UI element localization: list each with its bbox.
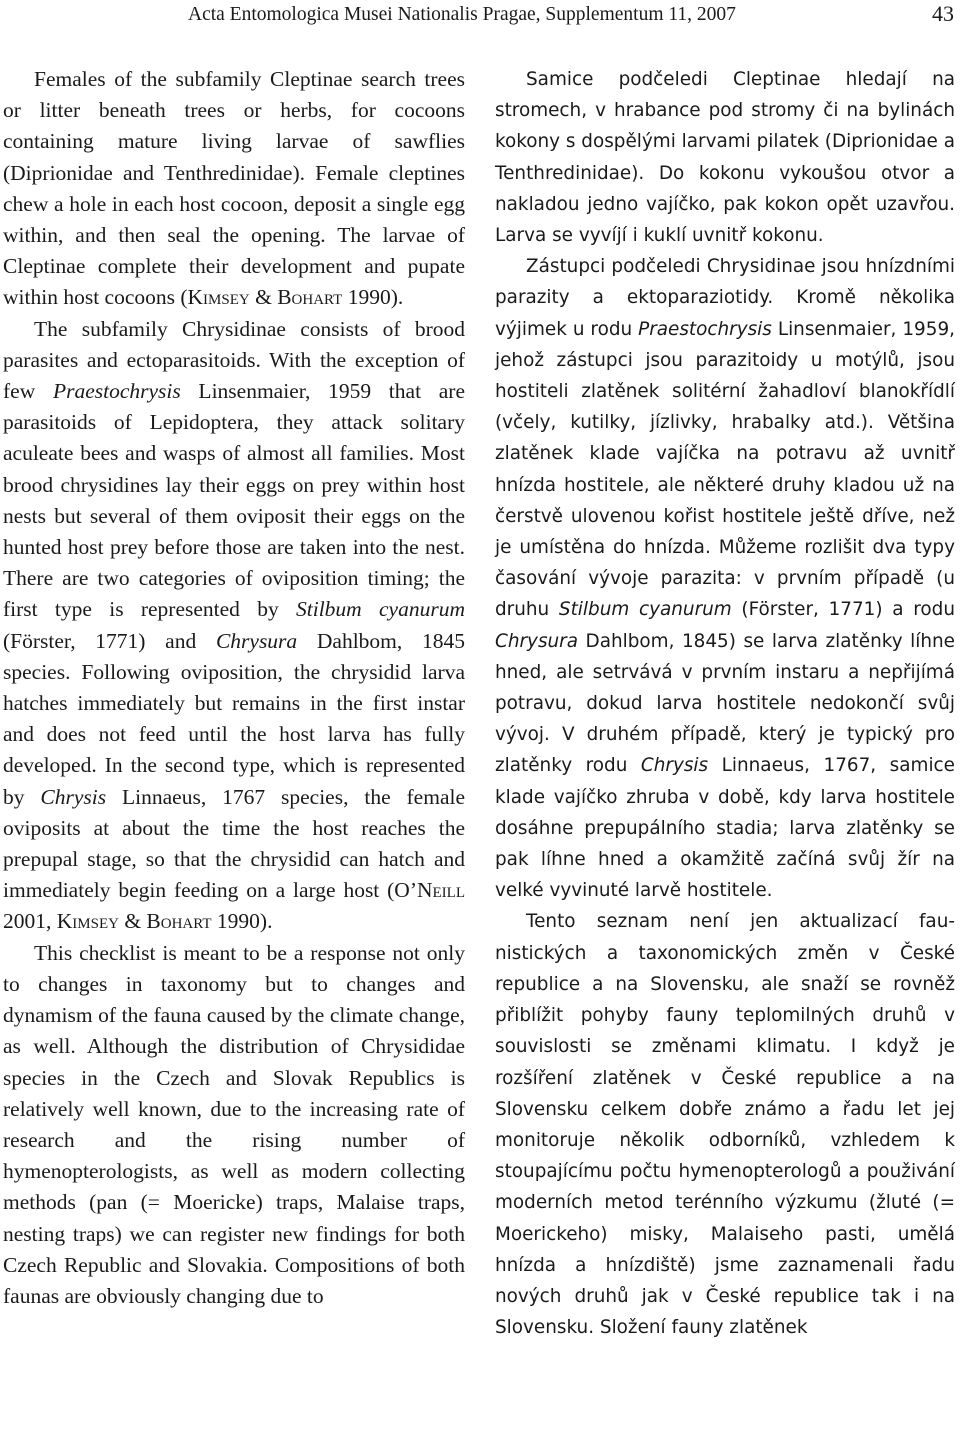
text-run: Dahlbom, 1845 species. Following oviposition, the chrysidid larva hatches immediately but remains in the first instar and does not feed until the host larva has fully developed. In the second type, which is represented by <box>3 628 465 809</box>
author-citation: Kimsey & Bohart <box>56 909 212 934</box>
text-run: Linnaeus, 1767 species, the female oviposits at about the time the host reaches the prepupal stage, so that the chrysidid can hatch and immediately begin feeding on a large host ( <box>3 784 465 903</box>
taxon-name: Chrysura <box>215 628 298 653</box>
journal-title: Acta Entomologica Musei Nationalis Pragae, Supplementum 11, 2007 <box>188 4 736 25</box>
taxon-name: Chrysura <box>495 630 579 652</box>
text-run: Linsenmaier, 1959 that are parasitoids of Lepidoptera, they attack solitary aculeate bees and wasps of almost all families. Most brood chrysidines lay their eggs on prey within host nests but several of them oviposit their eggs on the hunted host prey before those are taken into the nest. There are two categories of oviposition timing; the first type is represented by <box>3 379 465 622</box>
czech-paragraph-chrysidinae <box>495 251 955 906</box>
taxon-name: Praestochrysis <box>52 379 181 404</box>
english-paragraph-checklist: This checklist is meant to be a response not only to changes in taxonomy but to changes and dynamism of the fauna caused by the climate change, as well. Although the distribution of Chrysididae species in the Czech and Slovak Republics is relatively well known, due to the increasing rate of research and the rising number of hymenopterologists, as well as modern collecting methods (pan (= Moericke) traps, Malaise traps, nesting traps) we can register new findings for both Czech Republic and Slovakia. Compositions of both faunas are obviously changing due to <box>3 940 465 1308</box>
czech-paragraph-cleptinae: Samice podčeledi Cleptinae hledají na stromech, v hrabance pod stromy či na bylinách kokony s dospělými larvami pilatek (Diprionidae a Tenthredinidae). Do kokonu vykoušou otvor a nakladou jedno vajíčko, pak kokon opět uzavřou. Larva se vyvíjí i kuklí uvnitř kokonu. <box>495 69 955 247</box>
text-run: 1990). <box>211 909 273 934</box>
page-number: 43 <box>932 1 954 26</box>
english-column <box>3 64 465 1312</box>
text-run: Zástupci podčeledi Chrysidinae jsou hnízdními parazity a ektoparaziotidy. Kromě několika výjimek u rodu <box>495 256 955 340</box>
text-run: (Förster, 1771) and <box>3 628 216 653</box>
taxon-name: Stilbum cyanurum <box>558 599 732 621</box>
text-run: 1990). <box>342 285 404 310</box>
czech-paragraph-checklist: Tento seznam není jen aktualizací faunistických a taxonomických změn v České republice a na Slovensku, ale snaží se rovněž přiblížit pohyby fauny teplomilných druhů v souvislosti se změnami klimatu. I když je rozšíření zlatěnek v České republice a na Slovensku celkem dobře známo a řadu let jej monitoruje několik odborníků, vzhledem k stoupajícímu počtu hymenopterologů a použivání moderních metod terénního výzkumu (žluté (= Moerickeho) misky, Malaiseho pasti, umělá hnízda a hnízdiště) jsme zaznamenali řadu nových druhů jak v České republice tak i na Slovensku. Složení fauny zlatěnek <box>495 911 955 1339</box>
text-run: Females of the subfamily Cleptinae search trees or litter beneath trees or herbs, for cocoons containing mature living larvae of sawflies (Diprionidae and Tenthredinidae). Female cleptines chew a hole in each host cocoon, deposit a single egg within, and then seal the opening. The larvae of Cleptinae complete their development and pupate within host cocoons ( <box>3 67 465 310</box>
taxon-name: Stilbum cyanurum <box>296 597 465 622</box>
author-citation: O’Neill <box>394 878 465 903</box>
english-paragraph-chrysidinae <box>3 314 465 938</box>
text-run: Linnaeus, 1767, samice klade vajíčko zhruba v době, kdy larva hostitele dosáhne prepupálního stadia; larva zlatěnky se pak líhne hned a okamžitě začíná svůj žír na velké vyvinuté larvě hostitele. <box>495 755 955 902</box>
text-run: Dahlbom, 1845) se larva zlatěnky líhne hned, ale setrvává v prvním instaru a nepřijímá potravu, dokud larva hostitele nedokončí svůj vývoj. V druhém případě, který je typický pro zlatěnky rodu <box>495 630 955 777</box>
text-run: 2001, <box>3 909 57 934</box>
taxon-name: Chrysis <box>640 755 709 777</box>
taxon-name: Chrysis <box>40 784 107 809</box>
author-citation: Kimsey & Bohart <box>187 285 343 310</box>
running-header <box>0 0 960 30</box>
taxon-name: Praestochrysis <box>638 318 772 340</box>
english-paragraph-cleptinae <box>3 64 465 314</box>
text-run: The subfamily Chrysidinae consists of brood parasites and ectoparasitoids. With the exception of few <box>3 316 465 404</box>
czech-column <box>495 64 955 1343</box>
text-run: (Förster, 1771) a rodu <box>731 599 955 621</box>
text-run: Linsenmaier, 1959, jehož zástupci jsou parazitoidy u motýlů, jsou hostiteli zlatěnek solitérní žahadloví blanokřídlí (včely, kutilky, jízlivky, hrabalky atd.). Většina zlatěnek klade vajíčka na potravu až uvnitř hnízda hostitele, ale některé druhy kladou už na čerstvě ulovenou kořist hostitele ještě dříve, než je umístěna do hnízda. Můžeme rozlišit dva typy časování vývoje parazita: v prvním případě (u druhu <box>495 318 955 621</box>
